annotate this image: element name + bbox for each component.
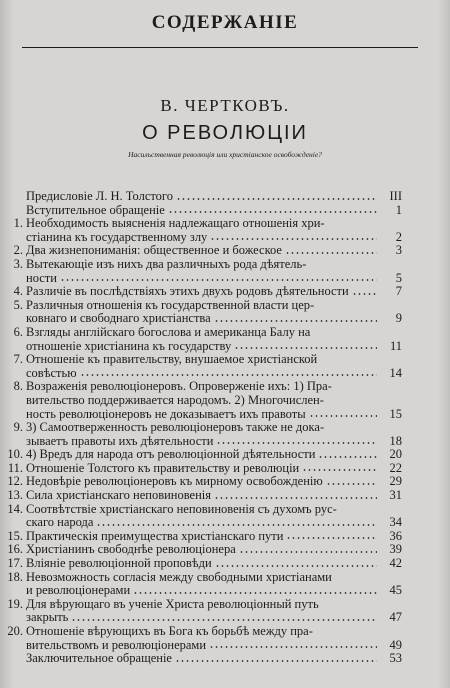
toc-entry-text: Два жизнепониманія: общественное и божеское [26,243,282,258]
toc-entry-number: 14. [7,501,23,516]
toc-entry [7,474,402,489]
toc-page-number: III [389,189,402,203]
toc-leader-dots [239,551,377,553]
toc-page-number: 34 [389,515,402,530]
toc-entry-line: Отношеніе къ правительству, внушаемое христіанской [26,352,318,367]
toc-page-number: 36 [389,528,402,543]
toc-entry-number: 18. [7,569,23,584]
toc-entry-text: зываетъ правоты ихъ дѣятельности [26,433,214,448]
toc-entry-line [26,530,402,544]
toc-page-number: 22 [389,460,402,475]
table-of-contents [7,189,402,666]
toc-page-number: 11 [389,338,402,353]
heading-rule [22,47,418,48]
toc-entry-line: Отношеніе вѣрующихъ въ Бога къ борьбѣ между пра- [26,624,313,638]
toc-leader-dots [234,347,377,349]
toc-entry-number: 2. [13,243,23,258]
toc-leader-dots [326,483,377,485]
toc-entry [26,204,402,218]
toc-entry-text: Заключительное обращеніе [26,651,172,666]
work-subtitle: Насильственная революція или христіанское освобожденіе? [128,150,322,159]
toc-entry [13,243,402,258]
toc-entry [13,284,402,299]
toc-entry-line [26,543,402,557]
toc-entry-text: Отношеніе Толстого къ правительству и революціи [26,460,300,475]
toc-page-number: 14 [389,365,402,380]
toc-leader-dots [318,456,377,458]
toc-entry [13,256,402,285]
toc-leader-dots [80,374,377,376]
contents-heading: СОДЕРЖАНІЕ [151,12,299,33]
toc-entry [7,542,402,557]
toc-page-number: 9 [395,311,402,326]
toc-leader-dots [60,279,377,281]
toc-leader-dots [175,660,377,662]
toc-page-number: 31 [389,488,402,503]
toc-entry-number: 11. [7,460,23,475]
toc-entry-line [26,611,402,625]
toc-entry-line [26,340,402,354]
toc-entry [7,596,402,625]
toc-entry-line [26,231,402,245]
toc-page-number: 39 [389,542,402,557]
toc-entry [13,324,402,353]
toc-page-number: 53 [389,651,402,666]
toc-leader-dots [302,469,377,471]
toc-entry-line: Вытекающіе изъ нихъ два различныхъ рода дѣятель- [26,256,307,271]
toc-page-number: 29 [389,474,402,489]
toc-entry-text: скаго народа [26,515,94,530]
toc-entry-number: 7. [13,352,23,367]
toc-entry-number: 3. [13,256,23,271]
toc-page-number: 7 [395,284,402,299]
toc-entry-number: 19. [7,596,23,611]
toc-entry-line [26,448,402,462]
toc-leader-dots [71,619,377,621]
toc-entry-line: Для вѣрующаго въ ученіе Христа революціонный путь [26,596,319,611]
toc-entry-line [26,244,402,258]
toc-page-number: 15 [389,406,402,421]
toc-entry-line: вительство поддерживается народомъ. 2) Многочислен- [26,392,324,407]
toc-leader-dots [285,252,377,254]
toc-entry-line [26,272,402,286]
toc-entry-number: 17. [7,556,23,571]
toc-entry-line [26,367,402,381]
toc-entry-line [26,408,402,422]
toc-page-number: 1 [395,202,402,217]
toc-entry-text: ности [26,270,57,285]
toc-entry-text: Христіанинъ свободнѣе революціонера [26,542,236,557]
toc-leader-dots [214,497,377,499]
toc-entry-text: отношеніе христіанина къ государству [26,338,232,353]
toc-entry-number: 20. [7,624,23,638]
toc-entry-number: 9. [13,420,23,435]
toc-entry-line: 3) Самоотверженность революціонеровъ также не дока- [26,420,325,435]
toc-leader-dots [209,646,377,648]
toc-page-number: 5 [395,270,402,285]
toc-leader-dots [352,293,377,295]
toc-entry-number: 15. [7,528,23,543]
toc-leader-dots [168,211,377,213]
toc-entry-line: Возраженія революціонеровъ. Опроверженіе ихъ: 1) Пра- [26,379,332,394]
toc-entry-text: ность революціонеровъ не доказываетъ ихъ правоты [26,406,306,421]
toc-entry-number: 6. [13,324,23,339]
toc-entry [7,447,402,462]
toc-leader-dots [210,238,377,240]
toc-entry [13,352,402,380]
toc-entry-line [26,204,402,218]
toc-entry [7,501,402,530]
work-title: О РЕВОЛЮЦІИ [142,122,308,144]
toc-entry-line [26,435,402,449]
toc-entry-line: Необходимость выясненія надлежащаго отношенія хри- [26,216,325,231]
toc-leader-dots [215,565,377,567]
toc-page-number: 45 [389,583,402,598]
toc-entry-line: Взгляды англійскаго богослова и американца Балу на [26,324,311,339]
toc-page-number: 3 [395,243,402,258]
toc-entry-text: Вліяніе революціонной проповѣди [26,556,212,571]
toc-entry-text: вительствомъ и революціонерами [26,637,207,652]
toc-entry-line [26,285,402,299]
toc-entry-line [26,475,402,489]
toc-entry-number: 5. [13,297,23,312]
toc-entry [7,624,402,652]
toc-entry-number: 8. [13,379,23,394]
toc-leader-dots [176,198,377,200]
toc-entry [13,297,402,326]
toc-page-number: 18 [389,433,402,448]
toc-entry-text: стіанина къ государственному злу [26,229,208,244]
toc-page-number: 20 [389,447,402,462]
toc-entry [7,488,402,503]
toc-entry-text: Недовѣріе революціонеровъ къ мирному освобожденію [26,474,323,489]
toc-entry-line [26,639,402,653]
toc-entry-line [26,516,402,530]
toc-entry [7,460,402,476]
toc-entry [7,556,402,571]
toc-entry-text: и революціонерами [26,583,131,598]
toc-entry [13,379,402,421]
toc-entry [26,652,402,666]
toc-entry-line [26,462,402,476]
toc-entry-number: 13. [7,488,23,503]
toc-entry [13,420,402,448]
toc-entry [26,190,402,204]
toc-entry-number: 10. [7,447,23,462]
toc-entry-text: Вступительное обращеніе [26,202,165,217]
toc-entry [13,216,402,244]
toc-entry [7,528,402,544]
toc-entry-number: 4. [13,284,23,299]
toc-entry-line: Различныя отношенія къ государственной власти цер- [26,297,315,312]
toc-entry-line: Невозможность согласія между свободными христіанами [26,569,332,584]
toc-entry-line [26,489,402,503]
toc-entry-line [26,190,402,204]
toc-entry-number: 16. [7,542,23,557]
toc-entry-text: закрыть [26,610,69,625]
toc-entry-text: Сила христіанскаго неповиновенія [26,488,212,503]
toc-page-number: 47 [389,610,402,625]
toc-leader-dots [216,442,377,444]
toc-leader-dots [214,320,377,322]
toc-entry-line [26,557,402,571]
toc-leader-dots [286,537,377,539]
toc-entry-line [26,312,402,326]
toc-page-number: 2 [395,229,402,244]
toc-entry-text: Предисловіе Л. Н. Толстого [26,189,173,203]
toc-entry-line [26,652,402,666]
toc-entry-text: 4) Вредъ для народа отъ революціонной дѣятельности [26,447,316,462]
toc-entry [7,569,402,598]
toc-page-number: 49 [389,637,402,652]
toc-entry-text: Различіе въ послѣдствіяхъ этихъ двухъ родовъ дѣятельности [26,284,349,299]
toc-leader-dots [133,592,377,594]
toc-leader-dots [309,415,377,417]
toc-entry-line: Соотвѣтствіе христіанскаго неповиновенія съ духомъ рус- [26,501,337,516]
toc-entry-text: ковнаго и свободнаго христіанства [26,311,211,326]
toc-page-number: 42 [389,556,402,571]
toc-entry-line [26,584,402,598]
toc-entry-number: 1. [13,216,23,231]
toc-leader-dots [96,524,377,526]
author-name: В. ЧЕРТКОВЪ. [160,96,290,115]
toc-entry-number: 12. [7,474,23,489]
toc-entry-text: совѣстью [26,365,77,380]
toc-entry-text: Практическія преимущества христіанскаго пути [26,528,284,543]
